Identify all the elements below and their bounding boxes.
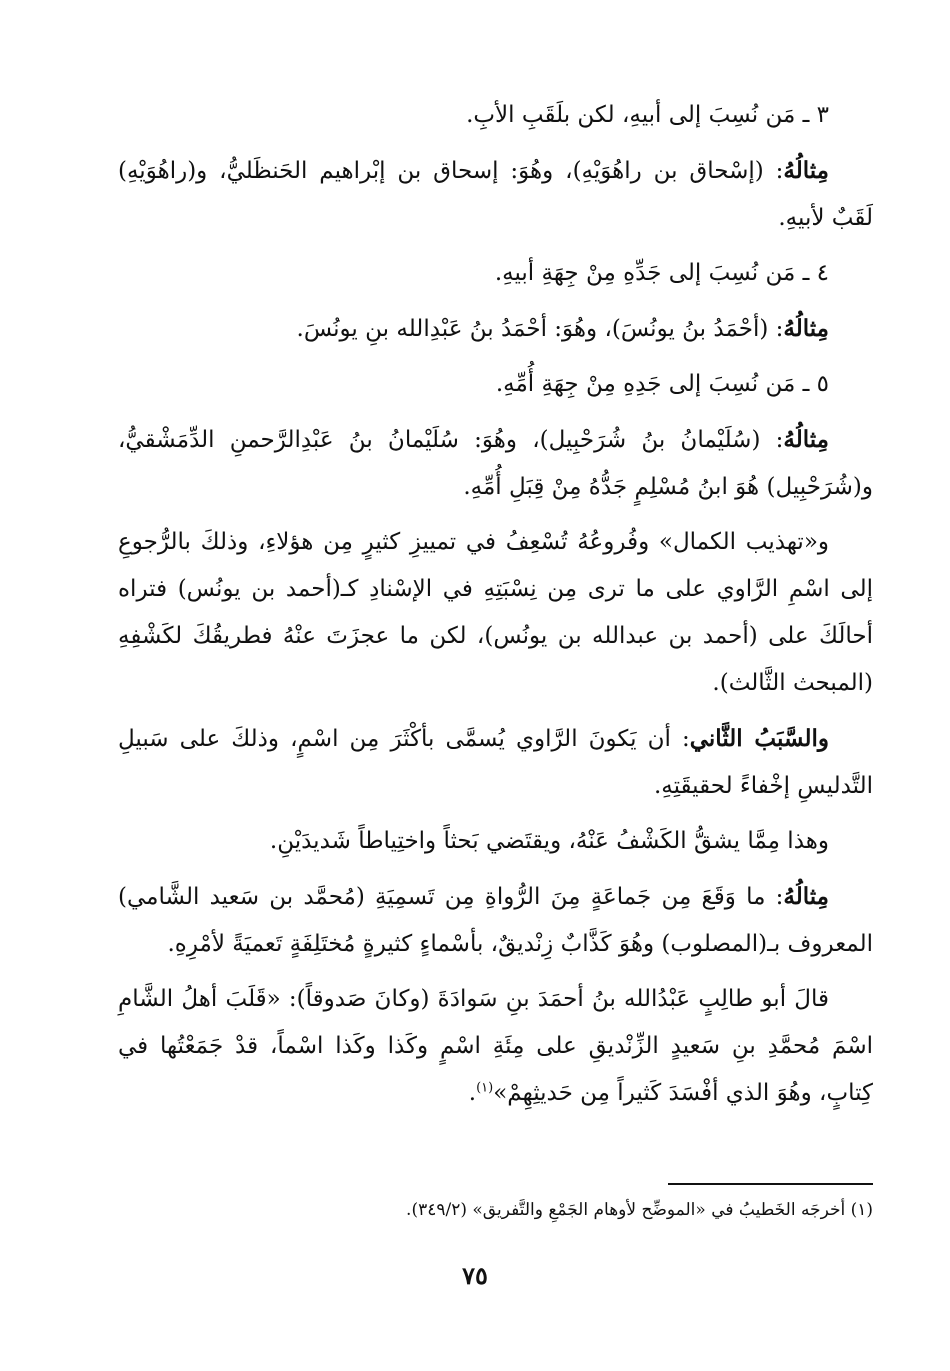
footnote-marker: (١): [476, 1080, 494, 1096]
paragraph-text: : (أحْمَدُ بنُ يونُسَ)، وهُوَ: أحْمَدُ بنُ عَبْدِالله بنِ يونُسَ.: [296, 316, 784, 342]
paragraph-item-4: [118, 250, 873, 297]
paragraph-lead: مِثالُهُ: [783, 883, 829, 910]
paragraph-example: [118, 147, 873, 242]
main-text: [118, 92, 873, 1125]
page-number: ٧٥: [462, 1261, 488, 1290]
paragraph-text: : (سُلَيْمانُ بنُ شُرَحْبِيل)، وهُوَ: سُلَيْمانُ بنُ عَبْدِالرَّحمنِ الدِّمَشْقيُّ، و(شُرَحْبِيل) هُوَ ابنُ مُسْلِمٍ جَدُّهُ مِنْ قِبَلِ أُمِّهِ.: [118, 427, 873, 500]
paragraph-text: ٣ ـ مَن نُسِبَ إلى أبيهِ، لكن بلَقَبِ الأبِ.: [466, 102, 829, 128]
paragraph-lead: مِثالُهُ: [783, 157, 829, 184]
paragraph-text: قالَ أبو طالِبٍ عَبْدُالله بنُ أحمَدَ بنِ سَوادَةَ (وكانَ صَدوقاً): «قَلَبَ أهلُ الشَّامِ اسْمَ مُحمَّدِ بنِ سَعيدٍ الزِّنْديقِ على مِئَةِ اسْمٍ وكَذا وكَذا اسْماً، قدْ جَمَعْتُها في كِتابٍ، وهُوَ الذي أفْسَدَ كَثيراً مِن حَديثِهِمْ»: [118, 986, 873, 1106]
paragraph-text: و«تهذيب الكمال» وفُروعُهُ تُسْعِفُ في تمييزِ كثيرٍ مِن هؤلاءِ، وذلكَ بالرُّجوعِ إلى اسْمِ الرَّاوي على ما ترى مِن نِسْبَتِهِ في الإسْنادِ كـ(أحمد بن يونُس) فتراه أحالَكَ على (أحمد بن عبدالله بن يونُس)، لكن ما عجزَتَ عنْهُ فطريقُكَ لكَشْفِهِ (المبحث الثَّالث).: [118, 529, 873, 696]
paragraph-text: : أن يَكونَ الرَّاوي يُسمَّى بأكْثَرَ مِن اسْمٍ، وذلكَ على سَبيلِ التَّدليسِ إخْفاءً لحقيقَتِهِ.: [118, 726, 873, 799]
paragraph-item-5: [118, 361, 873, 408]
paragraph-example: [118, 416, 873, 511]
paragraph-item-3: [118, 92, 873, 139]
paragraph-tail: .: [468, 1080, 477, 1106]
paragraph-text: : (إسْحاق بن راهُوَيْهِ)، وهُوَ: إسحاق بن إبْراهيم الحَنظَليُّ، و(راهُوَيْهِ) لَقَبٌ لأبيهِ.: [118, 158, 873, 231]
paragraph-difficulty: [118, 818, 873, 865]
paragraph-lead: مِثالُهُ: [783, 315, 829, 342]
paragraph-lead: مِثالُهُ: [783, 426, 829, 453]
paragraph-text: : ما وَقَعَ مِن جَماعَةٍ مِنَ الرُّواةِ مِن تَسمِيَةِ (مُحمَّد بن سَعيد الشَّامي) المعروف بـ(المصلوب) وهُوَ كَذَّابٌ زِنْديقٌ، بأسْماءٍ كثيرةٍ مُختَلِفَةٍ تَعميَةً لأمْرِهِ.: [118, 884, 873, 957]
paragraph-text: ٤ ـ مَن نُسِبَ إلى جَدِّهِ مِنْ جِهَةِ أبيهِ.: [494, 260, 829, 286]
paragraph-example: [118, 873, 873, 968]
paragraph-lead: والسَّبَبُ الثَّاني: [689, 725, 829, 752]
paragraph-second-reason: [118, 715, 873, 810]
paragraph-tahdhib: [118, 519, 873, 707]
paragraph-text: وهذا مِمَّا يشقُّ الكَشْفُ عَنْهُ، ويقتَضي بَحثاً واختِياطاً شَديدَيْنِ.: [269, 828, 829, 854]
paragraph-text: ٥ ـ مَن نُسِبَ إلى جَدِهِ مِنْ جِهَةِ أُمِّهِ.: [495, 371, 829, 397]
paragraph-quote: [118, 976, 873, 1117]
footnote-separator: [668, 1183, 873, 1185]
footnote: (١) أخرجَه الخَطيبُ في «الموضِّح لأوهام الجَمْعِ والتَّفريق» (٣٤٩/٢).: [406, 1200, 873, 1220]
paragraph-example: [118, 305, 873, 353]
